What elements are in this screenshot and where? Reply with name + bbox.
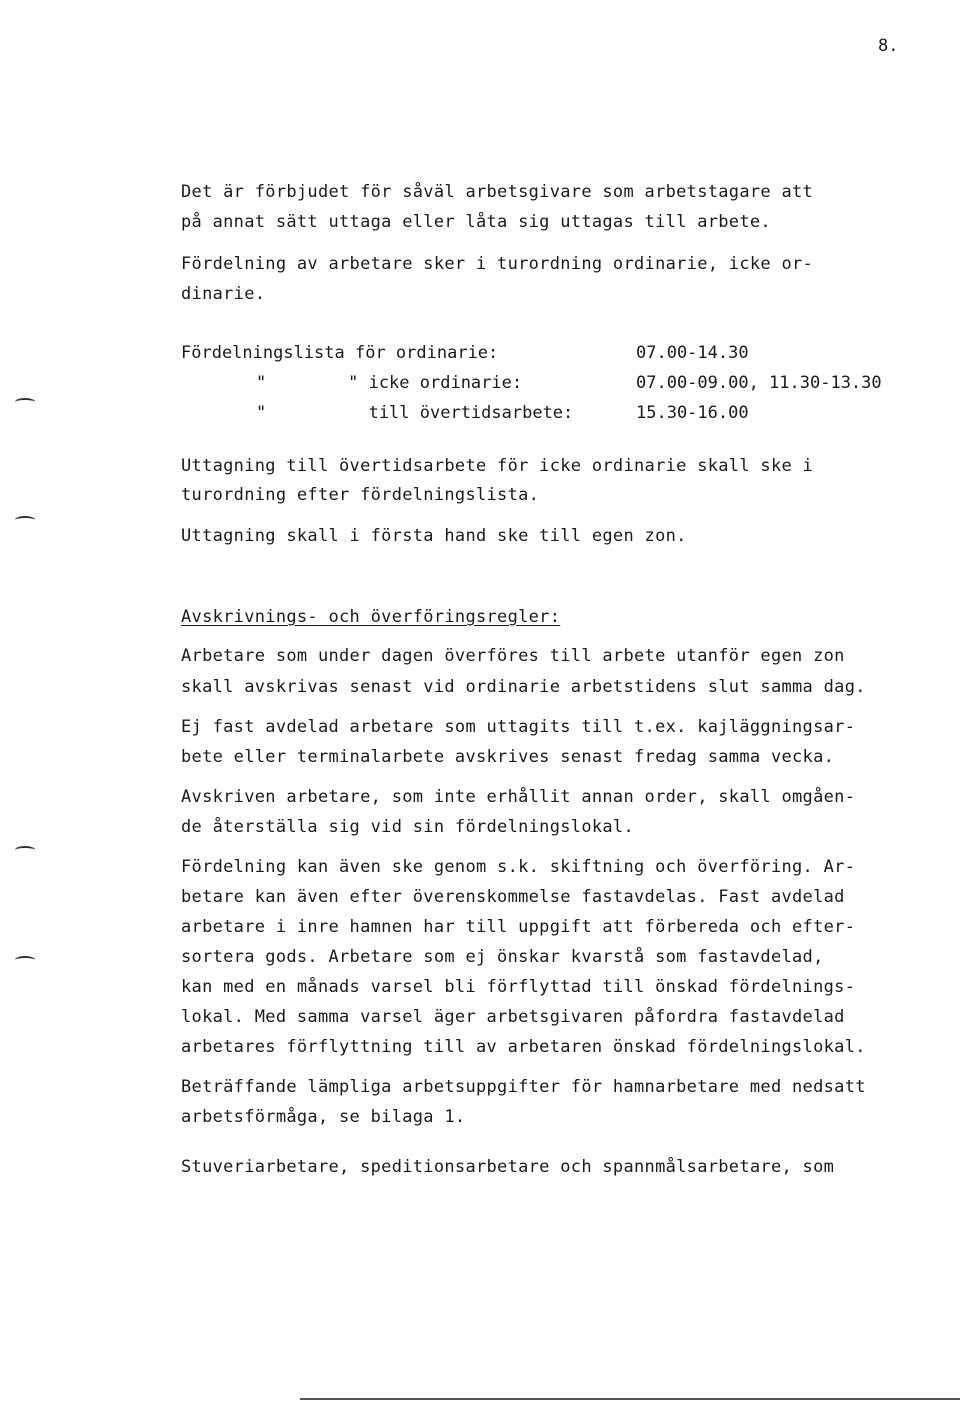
schedule-time: 07.00-09.00, 11.30-13.30 (636, 373, 882, 393)
paragraph-line: arbetares förflyttning till av arbetaren önskad fördelningslokal. (181, 1037, 866, 1057)
margin-mark (15, 846, 35, 854)
margin-mark (15, 956, 35, 964)
paragraph-line: sortera gods. Arbetare som ej önskar kvarstå som fastavdelad, (181, 947, 824, 967)
paragraph-line: Uttagning till övertidsarbete för icke ordinarie skall ske i (181, 456, 814, 476)
paragraph-line: dinarie. (181, 284, 266, 304)
paragraph-line: lokal. Med samma varsel äger arbetsgivaren påfordra fastavdelad (181, 1007, 845, 1027)
schedule-label: " " icke ordinarie: (256, 373, 523, 393)
paragraph-line: Fördelning av arbetare sker i turordning ordinarie, icke or- (181, 254, 814, 274)
paragraph-line: turordning efter fördelningslista. (181, 485, 540, 505)
section-heading: Avskrivnings- och överföringsregler: (181, 607, 561, 627)
paragraph-line: betare kan även efter överenskommelse fastavdelas. Fast avdelad (181, 887, 845, 907)
schedule-label: " till övertidsarbete: (256, 403, 574, 423)
paragraph-line: Avskriven arbetare, som inte erhållit annan order, skall omgåen- (181, 787, 856, 807)
page-number: 8. (878, 36, 899, 56)
paragraph-line: de återställa sig vid sin fördelningslokal. (181, 817, 634, 837)
paragraph-line: Stuveriarbetare, speditionsarbetare och spannmålsarbetare, som (181, 1157, 835, 1177)
paragraph-line: Fördelning kan även ske genom s.k. skiftning och överföring. Ar- (181, 857, 856, 877)
paragraph-line: arbetsförmåga, se bilaga 1. (181, 1107, 466, 1127)
paragraph-line: Uttagning skall i första hand ske till egen zon. (181, 526, 687, 546)
paragraph-line: Arbetare som under dagen överföres till arbete utanför egen zon (181, 646, 845, 666)
margin-mark (15, 398, 35, 406)
bottom-rule (300, 1398, 960, 1400)
paragraph-line: på annat sätt uttaga eller låta sig uttagas till arbete. (181, 212, 771, 232)
paragraph-line: Det är förbjudet för såväl arbetsgivare som arbetstagare att (181, 182, 814, 202)
schedule-label: Fördelningslista för ordinarie: (181, 343, 499, 363)
paragraph-line: bete eller terminalarbete avskrives senast fredag samma vecka. (181, 747, 835, 767)
schedule-time: 07.00-14.30 (636, 343, 749, 363)
paragraph-line: kan med en månads varsel bli förflyttad till önskad fördelnings- (181, 977, 856, 997)
schedule-time: 15.30-16.00 (636, 403, 749, 423)
margin-mark (15, 516, 35, 524)
paragraph-line: arbetare i inre hamnen har till uppgift att förbereda och efter- (181, 917, 856, 937)
paragraph-line: skall avskrivas senast vid ordinarie arbetstidens slut samma dag. (181, 677, 866, 697)
paragraph-line: Ej fast avdelad arbetare som uttagits till t.ex. kajläggningsar- (181, 717, 856, 737)
paragraph-line: Beträffande lämpliga arbetsuppgifter för hamnarbetare med nedsatt (181, 1077, 866, 1097)
